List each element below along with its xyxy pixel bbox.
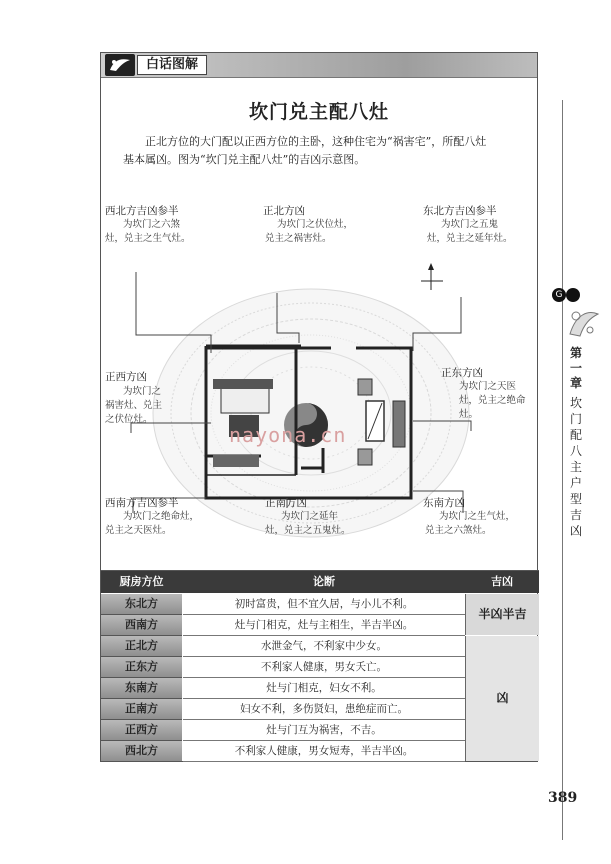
page-title: 坎门兑主配八灶 <box>248 101 389 123</box>
row-text: 初时富贵，但不宜久居，与小儿不利。 <box>183 594 465 615</box>
note-southwest <box>105 510 200 538</box>
section-title: 白话图解 <box>137 55 207 75</box>
label-northwest: 西北方吉凶参半 <box>105 205 179 217</box>
row-direction: 东北方 <box>101 594 182 615</box>
chapter-title-char: 户 <box>569 476 582 490</box>
table-row <box>101 678 465 699</box>
note-northwest-1: 为坎门之六煞 <box>123 219 181 230</box>
sidebar-rule <box>562 100 563 840</box>
chapter-char: 第 <box>569 346 582 360</box>
table-row <box>101 741 465 762</box>
note-east-1: 为坎门之天医 <box>459 381 517 392</box>
note-southwest-1: 为坎门之绝命灶， <box>123 511 200 522</box>
chapter-title-char: 主 <box>569 460 582 474</box>
row-text: 妇女不利，多伤贤妇，患绝症而亡。 <box>183 699 465 720</box>
label-east: 正东方凶 <box>441 367 483 379</box>
chapter-label <box>566 346 586 391</box>
label-southeast: 东南方凶 <box>423 497 465 509</box>
row-direction: 西南方 <box>101 615 182 636</box>
table-row <box>101 657 465 678</box>
note-northwest <box>105 218 191 246</box>
chapter-title-char: 吉 <box>569 508 582 522</box>
table-row <box>101 615 465 636</box>
note-northeast <box>427 218 513 246</box>
chapter-title-char: 凶 <box>569 524 582 538</box>
note-northeast-1: 为坎门之五鬼 <box>441 219 499 230</box>
chapter-title-char: 坎 <box>569 396 582 410</box>
label-northeast: 东北方吉凶参半 <box>423 205 497 217</box>
label-southwest: 西南方吉凶参半 <box>105 497 179 509</box>
row-text: 灶与门相克，妇女不利。 <box>183 678 465 699</box>
sidebar-circle-icon: G <box>552 288 566 302</box>
note-east <box>459 380 539 422</box>
note-north-2: 兑主之祸害灶。 <box>265 233 332 244</box>
note-southeast-2: 兑主之六煞灶。 <box>425 525 492 536</box>
intro-paragraph <box>123 133 523 169</box>
stove-table <box>101 570 539 764</box>
note-west-1: 为坎门之 <box>123 386 162 397</box>
chapter-title-char: 八 <box>569 444 582 458</box>
verdict-bad: 凶 <box>465 636 539 761</box>
label-south: 正南方凶 <box>265 497 307 509</box>
note-north <box>265 218 354 246</box>
row-direction: 正南方 <box>101 699 182 720</box>
page-number: 389 <box>548 790 578 806</box>
floorplan-diagram <box>101 193 539 553</box>
row-text: 不利家人健康，男女短寿，半吉半凶。 <box>183 741 465 762</box>
sidebar-ornament-icon <box>566 304 602 346</box>
note-south <box>265 510 351 538</box>
table-row <box>101 594 465 615</box>
header-verdict: 吉凶 <box>491 575 513 588</box>
chapter-char: 章 <box>569 376 582 390</box>
watermark: nayona.cn <box>229 423 347 447</box>
note-northeast-2: 灶，兑主之延年灶。 <box>427 233 513 244</box>
row-text: 不利家人健康，男女夭亡。 <box>183 657 465 678</box>
table-row <box>101 699 465 720</box>
row-text: 灶与门互为祸害，不吉。 <box>183 720 465 741</box>
chapter-title <box>566 395 586 539</box>
header-judgement: 论断 <box>313 575 335 588</box>
note-west-2: 祸害灶、兑主 <box>105 400 163 411</box>
brush-logo-icon <box>105 54 135 76</box>
note-west <box>105 385 185 427</box>
note-southeast <box>425 510 516 538</box>
chapter-title-char: 配 <box>569 428 582 442</box>
row-text: 水泄金气，不利家中少女。 <box>183 636 465 657</box>
note-southwest-2: 兑主之天医灶。 <box>105 525 172 536</box>
row-direction: 正东方 <box>101 657 182 678</box>
table-row <box>101 720 465 741</box>
note-north-1: 为坎门之伏位灶， <box>277 219 354 230</box>
row-direction: 东南方 <box>101 678 182 699</box>
note-west-3: 之伏位灶。 <box>105 414 153 425</box>
north-arrow-icon <box>421 263 443 290</box>
note-south-2: 灶，兑主之五鬼灶。 <box>265 525 351 536</box>
row-text: 灶与门相克，灶与主相生，半吉半凶。 <box>183 615 465 636</box>
header-direction: 厨房方位 <box>119 575 164 588</box>
chapter-char: 一 <box>569 361 582 375</box>
section-header <box>101 53 537 78</box>
note-southeast-1: 为坎门之生气灶， <box>439 511 516 522</box>
intro-line-1: 正北方位的大门配以正西方位的主卧，这种住宅为“祸害宅”，所配八灶 <box>145 135 487 148</box>
label-west: 正西方凶 <box>105 371 147 383</box>
label-north: 正北方凶 <box>263 205 305 217</box>
note-east-2: 灶，兑主之绝命灶。 <box>459 395 526 420</box>
table-row <box>101 636 465 657</box>
table-header <box>101 571 539 593</box>
content-frame <box>100 52 538 762</box>
chapter-title-char: 型 <box>569 492 582 506</box>
verdict-mixed: 半凶半吉 <box>465 594 539 635</box>
sidebar-circle-dark-icon <box>566 288 580 302</box>
intro-line-2: 基本属凶。图为“坎门兑主配八灶”的吉凶示意图。 <box>123 153 366 166</box>
chapter-title-char: 门 <box>569 412 582 426</box>
note-south-1: 为坎门之延年 <box>281 511 339 522</box>
row-direction: 西北方 <box>101 741 182 762</box>
note-northwest-2: 灶，兑主之生气灶。 <box>105 233 191 244</box>
row-direction: 正西方 <box>101 720 182 741</box>
row-direction: 正北方 <box>101 636 182 657</box>
